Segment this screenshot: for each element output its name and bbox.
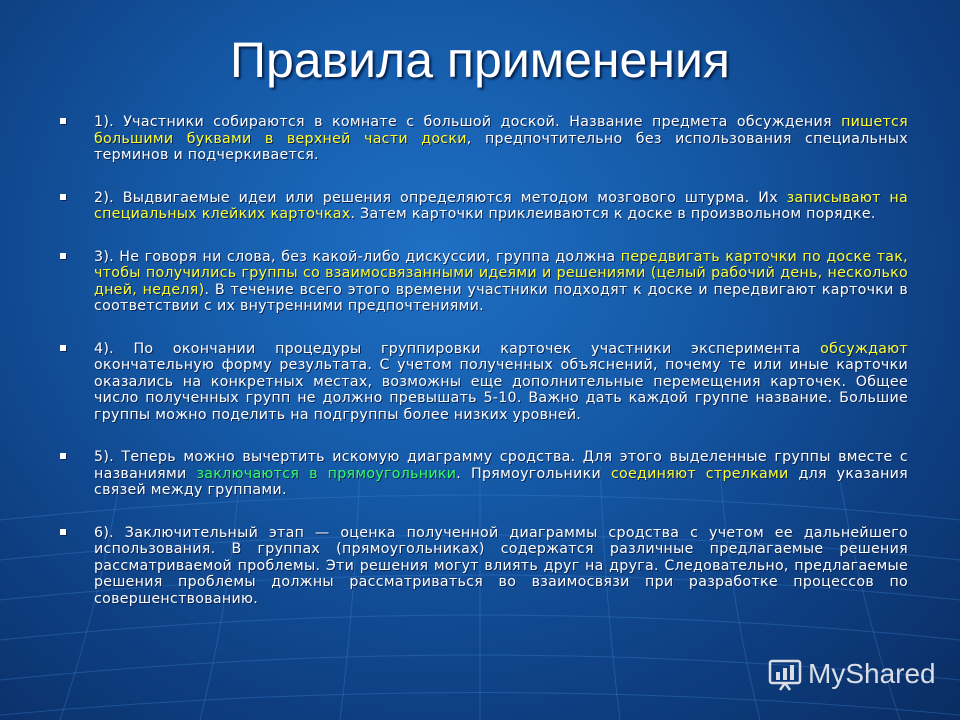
list-item: [58, 341, 908, 424]
watermark-brand: MyShared: [808, 658, 936, 689]
bullet-icon: [60, 253, 66, 259]
item-text: 4). По окончании процедуры группировки карточек участники эксперимента обсуждают окончательную форму результата. С учетом полученных объяснений, почему те или иные карточки оказались на конкретных местах, возможны еще дополнительные перемещения карточек. Общее число полученных групп не должно превышать 5-10. Важно дать каждой группе название. Большие группы можно поделить на подгруппы более низких уровней.: [94, 340, 908, 423]
highlight: пишется большими буквами в верхней части доски: [94, 114, 908, 147]
item-text: 6). Заключительный этап — оценка полученной диаграммы сродства с учетом ее дальнейшего использования. В группах (прямоугольниках) содержатся различные предлагаемые решения рассматриваемой проблемы. Эти решения могут влиять друг на друга. Следовательно, предлагаемые решения проблемы должны рассматриваться во взаимосвязи при разработке процессов по совершенствованию.: [94, 524, 908, 607]
highlight: записывают на специальных клейких карточках: [94, 189, 908, 222]
item-text: 1). Участники собираются в комнате с большой доской. Название предмета обсуждения пишется большими буквами в верхней части доски, предпочтительно без использования специальных терминов и подчеркивается.: [94, 114, 908, 163]
list-item: [58, 114, 908, 164]
bullet-icon: [60, 345, 66, 351]
watermark-logo: [768, 654, 936, 694]
list-item: [58, 249, 908, 315]
rules-list: [58, 114, 908, 607]
bullet-icon: [60, 453, 66, 459]
list-item: [58, 449, 908, 499]
list-item: [58, 525, 908, 608]
bullet-icon: [60, 194, 66, 200]
slide-title: Правила применения: [230, 32, 730, 88]
item-text: 5). Теперь можно вычертить искомую диаграмму сродства. Для этого выделенные группы вместе с названиями заключаются в прямоугольники. Прямоугольники соединяют стрелками для указания связей между группами.: [94, 449, 909, 498]
bullet-icon: [60, 118, 66, 124]
presentation-chart-icon: [768, 657, 802, 691]
highlight: заключаются в прямоугольники: [196, 465, 457, 482]
highlight: соединяют стрелками: [610, 465, 789, 482]
highlight: обсуждают: [820, 340, 908, 357]
highlight: передвигать карточки по доске так, чтобы получились группы со взаимосвязанными идеями и решениями (целый рабочий день, несколько дней, неделя): [94, 248, 908, 298]
list-item: [58, 190, 908, 223]
item-text: 3). Не говоря ни слова, без какой-либо дискуссии, группа должна передвигать карточки по доске так, чтобы получились группы со взаимосвязанными идеями и решениями (целый рабочий день, несколько дней, неделя). В течение всего этого времени участники подходят к доске и передвигают карточки в соответствии с их внутренними предпочтениями.: [94, 248, 908, 314]
item-text: 2). Выдвигаемые идеи или решения определяются методом мозгового штурма. Их записывают на специальных клейких карточках. Затем карточки приклеиваются к доске в произвольном порядке.: [94, 189, 908, 222]
bullet-icon: [60, 529, 66, 535]
